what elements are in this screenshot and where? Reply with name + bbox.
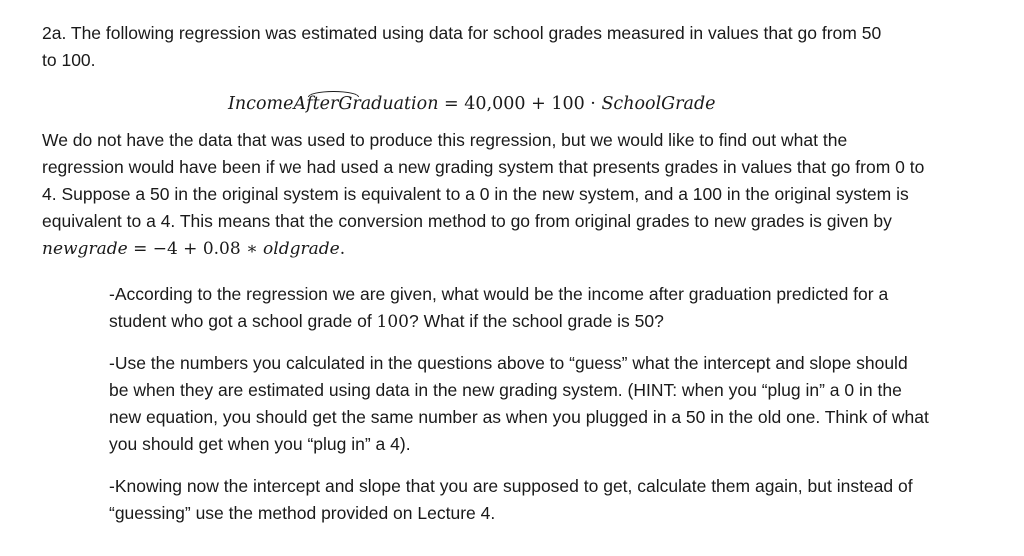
body-text: We do not have the data that was used to produce this regression, but we would like to find out what the regression would have been if we had used a new grading system that presents grades in values that go from 0 to 4. Suppose a 50 in the original system is equivalent to a 0 in the new system, and a 100 in the original system is equivalent to a 4. This means that the conversion method to go from original grades to new grades is given by (42, 130, 925, 231)
formula-period: . (339, 239, 346, 259)
equation-equals: = (444, 94, 459, 114)
equation-constant: 40,000 + 100 · (464, 94, 596, 114)
formula-middle: = −4 + 0.08 ∗ (133, 239, 258, 259)
formula-oldgrade: oldgrade (263, 239, 340, 259)
regression-equation (228, 89, 1002, 119)
problem-intro: 2a. The following regression was estimated using data for school grades measured in values that go from 50 to 100. (42, 23, 882, 70)
question-1-text-end: ? What if the school grade is 50? (409, 311, 664, 331)
equation-variable: SchoolGrade (601, 94, 716, 114)
question-predicted-income (109, 281, 929, 336)
question-1-grade-value: 100 (376, 312, 409, 332)
equation-lhs-start: IncomeA (228, 94, 307, 114)
conversion-formula (42, 239, 345, 259)
question-calculate-method: -Knowing now the intercept and slope that you are supposed to get, calculate them again, but instead of “guessing” use the method provided on Lecture 4. (109, 476, 913, 523)
question-1-text-start: -According to the regression we are given, what would be the income after graduation predicted for a student who got a school grade of (109, 284, 889, 331)
equation-lhs-hat: fterGr (306, 89, 361, 119)
question-guess-intercept-slope: -Use the numbers you calculated in the questions above to “guess” what the intercept and slope should be when they are estimated using data in the new grading system. (HINT: when you “plug in” a 0 in the new equation, you should get the same number as when you plugged in a 50 in the old one. Think of what you should get when you “plug in” a 4). (109, 353, 929, 454)
problem-document (42, 20, 1002, 527)
equation-lhs-end: aduation (360, 94, 439, 114)
problem-body (42, 127, 932, 263)
formula-newgrade: newgrade (42, 239, 128, 259)
